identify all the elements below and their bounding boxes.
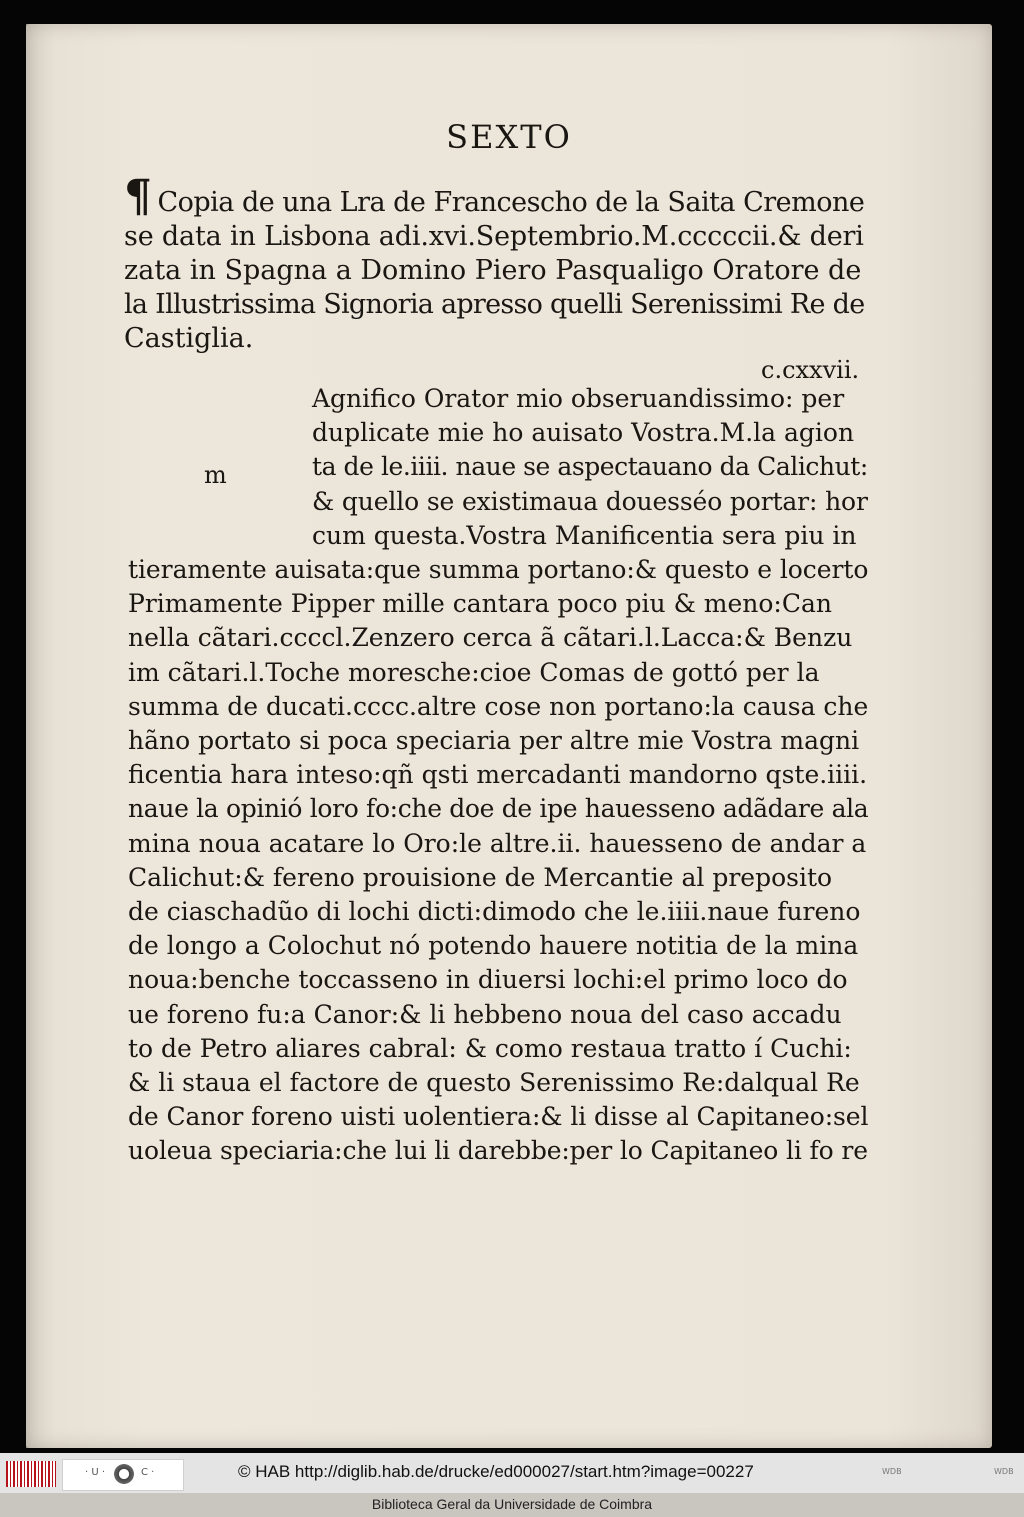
wdb-mark: WDB bbox=[994, 1467, 1014, 1476]
library-seal-box bbox=[62, 1459, 184, 1491]
seal-mark-left: · U · bbox=[85, 1467, 106, 1478]
heading-line-1: ¶ Copia de una Lra de Francescho de la Saita Cremone bbox=[124, 171, 865, 222]
body-line: noua:benche toccasseno in diuersi lochi:el primo loco do bbox=[128, 965, 848, 995]
body-line: ta de le.iiii. naue se aspectauano da Calichut: bbox=[312, 452, 868, 482]
body-line: nella cãtari.ccccl.Zenzero cerca ã cãtari.l.Lacca:& Benzu bbox=[128, 623, 853, 653]
body-line: & li staua el factore de questo Serenissimo Re:dalqual Re bbox=[128, 1068, 860, 1098]
running-head: SEXTO bbox=[446, 118, 572, 156]
body-line: Calichut:& fereno prouisione de Mercantie al preposito bbox=[128, 862, 833, 892]
body-line: Primamente Pipper mille cantara poco piu & meno:Can bbox=[128, 589, 832, 619]
body-line: ue foreno fu:a Canor:& li hebbeno noua del caso accadu bbox=[128, 999, 842, 1029]
book-page bbox=[26, 24, 992, 1448]
pilcrow-mark: ¶ bbox=[124, 171, 152, 222]
viewer-footer bbox=[0, 1453, 1024, 1493]
body-line: Agnifico Orator mio obseruandissimo: per bbox=[312, 384, 845, 413]
wdb-mark: WDB bbox=[882, 1467, 902, 1476]
barcode-icon bbox=[6, 1461, 56, 1487]
folio-number: c.cxxvii. bbox=[761, 356, 860, 384]
body-line: naue la opinió loro fo:che doe de ipe hauesseno adãdare ala bbox=[128, 794, 869, 824]
body-text bbox=[128, 382, 868, 1169]
body-line: tieramente auisata:que summa portano:& questo e locerto bbox=[128, 555, 869, 585]
body-line: de ciaschadũo di lochi dicti:dimodo che le.iiii.naue fureno bbox=[128, 897, 861, 927]
seal-mark-right: C · bbox=[141, 1467, 155, 1478]
body-line: duplicate mie ho auisato Vostra.M.la agion bbox=[312, 418, 855, 448]
body-line: im cãtari.l.Toche moresche:cioe Comas de gottó per la bbox=[128, 657, 820, 687]
body-line: mina noua acatare lo Oro:le altre.ii. hauesseno de andar a bbox=[128, 828, 867, 858]
heading-line-4: la Illustrissima Signoria apresso quelli Serenissimi Re de bbox=[124, 289, 865, 320]
body-line: hãno portato si poca speciaria per altre mie Vostra magni bbox=[128, 726, 860, 756]
body-line: de longo a Colochut nó potendo hauere notitia de la mina bbox=[128, 931, 859, 961]
institution-credit: Biblioteca Geral da Universidade de Coimbra bbox=[371, 1496, 653, 1512]
seal-icon bbox=[113, 1462, 135, 1486]
heading-line-3: zata in Spagna a Domino Piero Pasqualigo Oratore de bbox=[124, 255, 862, 286]
body-line: to de Petro aliares cabral: & como restaua tratto í Cuchi: bbox=[128, 1033, 852, 1063]
heading-line-5: Castiglia. bbox=[124, 323, 254, 354]
copyright-link[interactable]: © HAB http://diglib.hab.de/drucke/ed000027/start.htm?image=00227 bbox=[238, 1462, 754, 1481]
body-line: ficentia hara inteso:qñ qsti mercadanti mandorno qste.iiii. bbox=[128, 760, 868, 790]
body-line: summa de ducati.cccc.altre cose non portano:la causa che bbox=[128, 691, 869, 721]
heading-line-2: se data in Lisbona adi.xvi.Septembrio.M.cccccii.& deri bbox=[124, 221, 864, 252]
body-line: cum questa.Vostra Manificentia sera piu in bbox=[312, 520, 857, 550]
body-line: uoleua speciaria:che lui li darebbe:per lo Capitaneo li fo re bbox=[128, 1136, 868, 1166]
body-line: de Canor foreno uisti uolentiera:& li disse al Capitaneo:sel bbox=[128, 1102, 869, 1132]
initial-guide-letter: m bbox=[204, 461, 227, 489]
body-line: & quello se existimaua douesséo portar: hor bbox=[312, 486, 868, 516]
chapter-heading bbox=[124, 171, 865, 356]
